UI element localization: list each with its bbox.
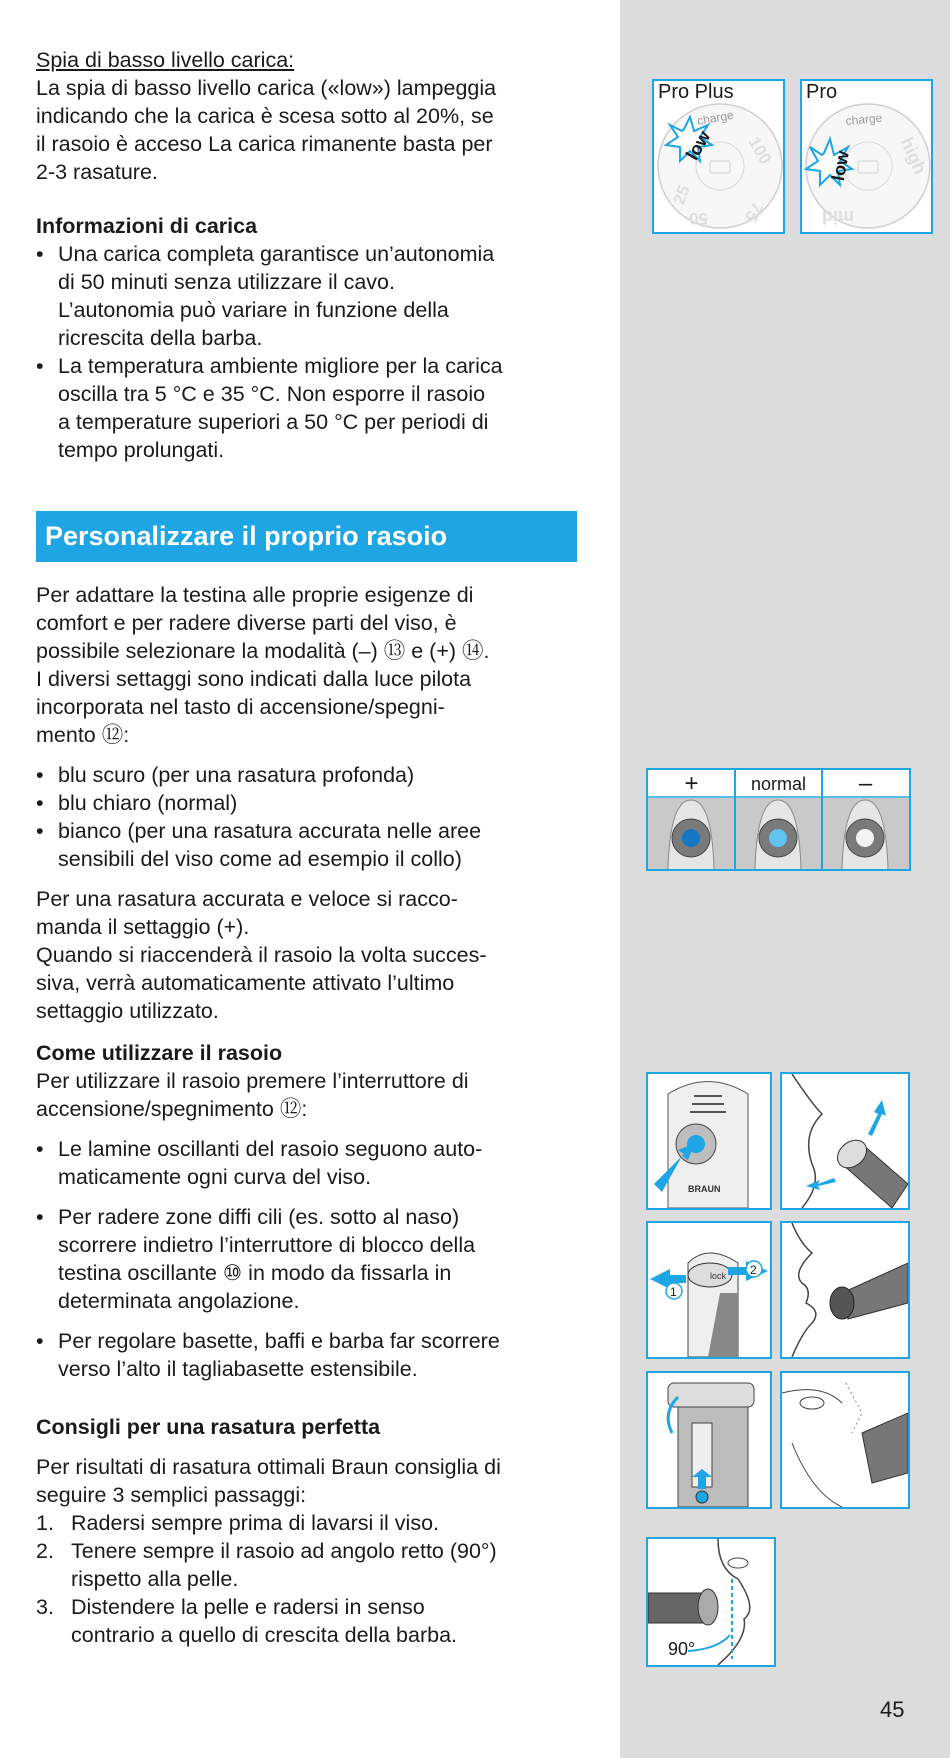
step-number: 1.	[36, 1511, 54, 1535]
list-item-line: • Per radere zone diffi cili (es. sotto al naso)	[58, 1205, 460, 1229]
brand-logo: BRAUN	[688, 1184, 721, 1194]
step-number: 3.	[36, 1595, 54, 1619]
tips-heading: Consigli per una rasatura perfetta	[36, 1415, 381, 1439]
paragraph-line: Per utilizzare il rasoio premere l’interruttore di	[36, 1069, 469, 1093]
shaving-lip-figure	[780, 1221, 910, 1359]
charge-info-section	[36, 212, 576, 464]
paragraph-line: indicando che la carica è scesa sotto al 20%, se	[36, 104, 494, 128]
dark-blue-led-icon	[682, 829, 700, 847]
list-item	[36, 1537, 576, 1593]
up-arrow-icon	[868, 1100, 886, 1136]
list-item-line: • Una carica completa garantisce un’autonomia	[58, 242, 495, 266]
press-power-button-figure	[646, 1072, 772, 1210]
down-arrow-icon	[806, 1178, 836, 1190]
dial-25-label: 25	[669, 182, 694, 208]
pro-charge-figure	[800, 79, 933, 234]
personalize-section	[36, 581, 576, 1025]
lip-shaving-illustration	[782, 1223, 908, 1357]
paragraph-line: incorporata nel tasto di accensione/spegni-	[36, 695, 445, 719]
mode-minus-label: –	[858, 770, 873, 797]
list-item-line: Tenere sempre il rasoio ad angolo retto (90°)	[71, 1539, 497, 1563]
paragraph-line: Per risultati di rasatura ottimali Braun consiglia di	[36, 1455, 501, 1479]
paragraph-line: Per adattare la testina alle proprie esigenze di	[36, 583, 474, 607]
list-item	[36, 1135, 576, 1191]
usage-section	[36, 1039, 576, 1383]
mode-colors-list	[36, 761, 576, 873]
paragraph-line: 2-3 rasature.	[36, 160, 158, 184]
tips-section	[36, 1413, 576, 1649]
neck-shaving-illustration	[782, 1074, 908, 1208]
usage-list	[36, 1135, 576, 1383]
pro-plus-charge-figure	[652, 79, 785, 234]
list-item-line: Radersi sempre prima di lavarsi il viso.	[71, 1511, 439, 1535]
shaving-neck-figure	[780, 1072, 910, 1210]
sideburn-trimmer-figure	[646, 1371, 772, 1509]
white-led-icon	[856, 829, 874, 847]
list-item-line: verso l’alto il tagliabasette estensibile.	[58, 1357, 418, 1381]
mode-selection-figure	[646, 768, 911, 871]
list-item	[36, 240, 576, 352]
list-item-line: scorrere indietro l’interruttore di blocco della	[58, 1233, 476, 1257]
light-blue-led-icon	[769, 829, 787, 847]
list-item	[36, 1327, 576, 1383]
tips-steps-list	[36, 1509, 576, 1649]
list-item-line: oscilla tra 5 °C e 35 °C. Non esporre il rasoio	[58, 382, 486, 406]
list-item-line: tempo prolungati.	[58, 438, 225, 462]
list-item-line: a temperature superiori a 50 °C per periodi di	[58, 410, 489, 434]
list-item	[36, 761, 576, 789]
paragraph-line: accensione/spegnimento ⑫:	[36, 1097, 308, 1121]
dial-charge-label: charge	[696, 107, 735, 128]
lock-illustration	[648, 1223, 770, 1357]
dial-charge-label: charge	[845, 110, 883, 128]
list-item	[36, 1593, 576, 1649]
step-1-marker: 1	[670, 1285, 677, 1299]
list-item	[36, 1203, 576, 1315]
dial-low-label: low	[827, 149, 853, 183]
dial-high-label: high	[896, 134, 931, 178]
sideburn-illustration	[782, 1373, 908, 1507]
dial-100-label: 100	[744, 133, 776, 168]
step-number: 2.	[36, 1539, 54, 1563]
list-item-line: • La temperatura ambiente migliore per la carica	[58, 354, 503, 378]
paragraph-line: La spia di basso livello carica («low») lampeggia	[36, 76, 497, 100]
lock-head-figure	[646, 1221, 772, 1359]
list-item-line: testina oscillante ⑩ in modo da fissarla in	[58, 1261, 452, 1285]
list-item-line: determinata angolazione.	[58, 1289, 300, 1313]
list-item-line: Distendere la pelle e radersi in senso	[71, 1595, 425, 1619]
paragraph-line: seguire 3 semplici passaggi:	[36, 1483, 307, 1507]
list-item-line: maticamente ogni curva del viso.	[58, 1165, 372, 1189]
press-button-illustration	[648, 1074, 770, 1208]
list-item-line: di 50 minuti senza utilizzare il cavo.	[58, 270, 395, 294]
list-item-line: sensibili del viso come ad esempio il collo)	[58, 847, 462, 871]
pro-label: Pro	[806, 81, 838, 103]
mode-normal-label: normal	[750, 774, 807, 794]
paragraph-line: settaggio utilizzato.	[36, 999, 219, 1023]
paragraph-line: I diversi settaggi sono indicati dalla luce pilota	[36, 667, 472, 691]
list-item-line: L’autonomia può variare in funzione della	[58, 298, 449, 322]
list-item-line: rispetto alla pelle.	[71, 1567, 239, 1591]
low-charge-section	[36, 46, 576, 186]
list-item-line: • blu chiaro (normal)	[58, 791, 238, 815]
page-number: 45	[880, 1697, 905, 1722]
pro-plus-label: Pro Plus	[658, 81, 734, 103]
dial-75-label: 75	[741, 199, 767, 225]
list-item-line: ricrescita della barba.	[58, 326, 263, 350]
ninety-degree-figure	[646, 1537, 776, 1667]
paragraph-line: comfort e per radere diverse parti del viso, è	[36, 611, 457, 635]
list-item-line: • Per regolare basette, baffi e barba far scorrere	[58, 1329, 500, 1353]
paragraph-line: mento ⑫:	[36, 723, 130, 747]
list-item	[36, 352, 576, 464]
charge-info-heading: Informazioni di carica	[36, 214, 258, 238]
recommendation-paragraph	[36, 885, 576, 1025]
list-item-line: contrario a quello di crescita della barba.	[71, 1623, 458, 1647]
paragraph-line: manda il settaggio (+).	[36, 915, 250, 939]
list-item	[36, 817, 576, 873]
list-item-line: • Le lamine oscillanti del rasoio seguono auto-	[58, 1137, 483, 1161]
list-item	[36, 1509, 576, 1537]
paragraph-line: siva, verrà automaticamente attivato l’ultimo	[36, 971, 455, 995]
paragraph-line: possibile selezionare la modalità (–) ⑬ e (+) ⑭.	[36, 639, 490, 663]
mode-plus-label: +	[684, 770, 699, 797]
dial-low-label: low	[682, 127, 715, 164]
angle-label: 90°	[668, 1639, 696, 1659]
paragraph-line: Quando si riaccenderà il rasoio la volta succes-	[36, 943, 487, 967]
paragraph-line: il rasoio è acceso La carica rimanente basta per	[36, 132, 493, 156]
step-2-marker: 2	[750, 1263, 757, 1277]
low-charge-heading: Spia di basso livello carica:	[36, 48, 295, 72]
charge-info-list	[36, 240, 576, 464]
dial-mid-label: mid	[821, 207, 854, 227]
list-item-line: • bianco (per una rasatura accurata nelle aree	[58, 819, 482, 843]
trimmer-illustration	[648, 1373, 770, 1507]
dial-50-label: 50	[689, 209, 708, 228]
shaving-sideburn-figure	[780, 1371, 910, 1509]
lock-text: lock	[710, 1271, 727, 1281]
paragraph-line: Per una rasatura accurata e veloce si racco-	[36, 887, 458, 911]
usage-heading: Come utilizzare il rasoio	[36, 1041, 283, 1065]
right-angle-illustration	[648, 1539, 774, 1665]
list-item	[36, 789, 576, 817]
list-item-line: • blu scuro (per una rasatura profonda)	[58, 763, 415, 787]
section-title-banner: Personalizzare il proprio rasoio	[36, 511, 577, 562]
